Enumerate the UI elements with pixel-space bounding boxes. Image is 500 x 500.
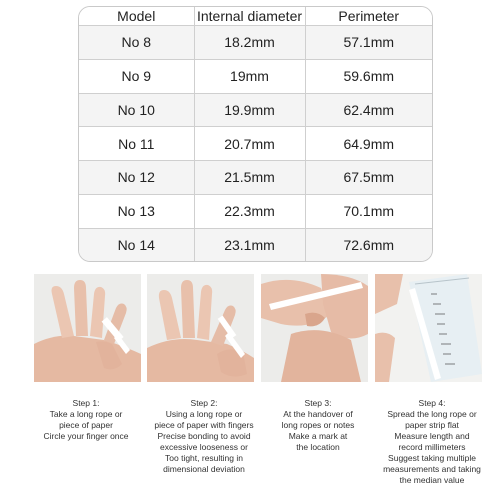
step-line: At the handover of bbox=[283, 409, 353, 419]
cell-diameter: 18.2mm bbox=[194, 26, 305, 60]
table-row bbox=[79, 194, 432, 228]
cell-model: No 9 bbox=[79, 59, 194, 93]
header-model: Model bbox=[79, 7, 194, 26]
table-row bbox=[79, 93, 432, 127]
cell-perimeter: 72.6mm bbox=[343, 236, 395, 253]
table-row bbox=[79, 127, 432, 161]
cell-diameter: 19mm bbox=[194, 59, 305, 93]
cell-perimeter: 59.6mm bbox=[343, 68, 395, 85]
table-row bbox=[79, 228, 432, 261]
step-line: Measure length and bbox=[394, 431, 470, 441]
step-line: Circle your finger once bbox=[43, 431, 129, 441]
cell-perimeter: 70.1mm bbox=[343, 203, 395, 220]
step-line: record millimeters bbox=[398, 442, 466, 452]
step-line: Suggest taking multiple bbox=[388, 453, 476, 463]
step-title: Step 2: bbox=[190, 398, 218, 408]
table-row bbox=[79, 161, 432, 195]
table-row bbox=[79, 59, 432, 93]
step-line: dimensional deviation bbox=[163, 464, 245, 474]
cell-model: No 14 bbox=[79, 228, 194, 261]
step-line: paper strip flat bbox=[405, 420, 459, 430]
step-line: Take a long rope or bbox=[49, 409, 123, 419]
cell-diameter: 22.3mm bbox=[194, 194, 305, 228]
step-line: piece of paper bbox=[59, 420, 113, 430]
table-header-row bbox=[79, 7, 432, 26]
cell-model: No 10 bbox=[79, 93, 194, 127]
step-4-photo bbox=[375, 274, 482, 382]
cell-model: No 13 bbox=[79, 194, 194, 228]
step-1-photo bbox=[34, 274, 141, 382]
step-line: piece of paper with fingers bbox=[154, 420, 254, 430]
header-perimeter: Perimeter bbox=[338, 8, 400, 24]
cell-model: No 11 bbox=[79, 127, 194, 161]
cell-diameter: 23.1mm bbox=[194, 228, 305, 261]
step-line: the location bbox=[296, 442, 340, 452]
step-line: measurements and taking bbox=[383, 464, 481, 474]
cell-model: No 12 bbox=[79, 161, 194, 195]
ring-size-table bbox=[79, 7, 432, 261]
step-title: Step 3: bbox=[304, 398, 332, 408]
cell-diameter: 19.9mm bbox=[194, 93, 305, 127]
step-title: Step 4: bbox=[418, 398, 446, 408]
step-line: excessive looseness or bbox=[160, 442, 248, 452]
cell-model: No 8 bbox=[79, 26, 194, 60]
step-line: Spread the long rope or bbox=[387, 409, 477, 419]
step-4-text bbox=[376, 398, 488, 486]
cell-perimeter: 57.1mm bbox=[343, 34, 395, 51]
step-title: Step 1: bbox=[72, 398, 100, 408]
size-table-container bbox=[78, 6, 433, 262]
step-3-text bbox=[262, 398, 374, 453]
step-line: the median value bbox=[399, 475, 465, 485]
step-photos bbox=[34, 274, 482, 384]
cell-diameter: 20.7mm bbox=[194, 127, 305, 161]
step-2-photo bbox=[147, 274, 254, 382]
step-2-text bbox=[148, 398, 260, 475]
step-line: long ropes or notes bbox=[281, 420, 355, 430]
step-line: Precise bonding to avoid bbox=[157, 431, 251, 441]
cell-perimeter: 62.4mm bbox=[343, 101, 395, 118]
header-internal-diameter: Internal diameter bbox=[194, 7, 305, 26]
instruction-steps bbox=[30, 398, 490, 498]
cell-diameter: 21.5mm bbox=[194, 161, 305, 195]
cell-perimeter: 67.5mm bbox=[343, 169, 395, 186]
step-line: Too tight, resulting in bbox=[165, 453, 243, 463]
step-3-photo bbox=[261, 274, 368, 382]
step-line: Make a mark at bbox=[288, 431, 348, 441]
cell-perimeter: 64.9mm bbox=[343, 135, 395, 152]
table-row bbox=[79, 26, 432, 60]
step-line: Using a long rope or bbox=[165, 409, 243, 419]
step-1-text bbox=[30, 398, 142, 442]
